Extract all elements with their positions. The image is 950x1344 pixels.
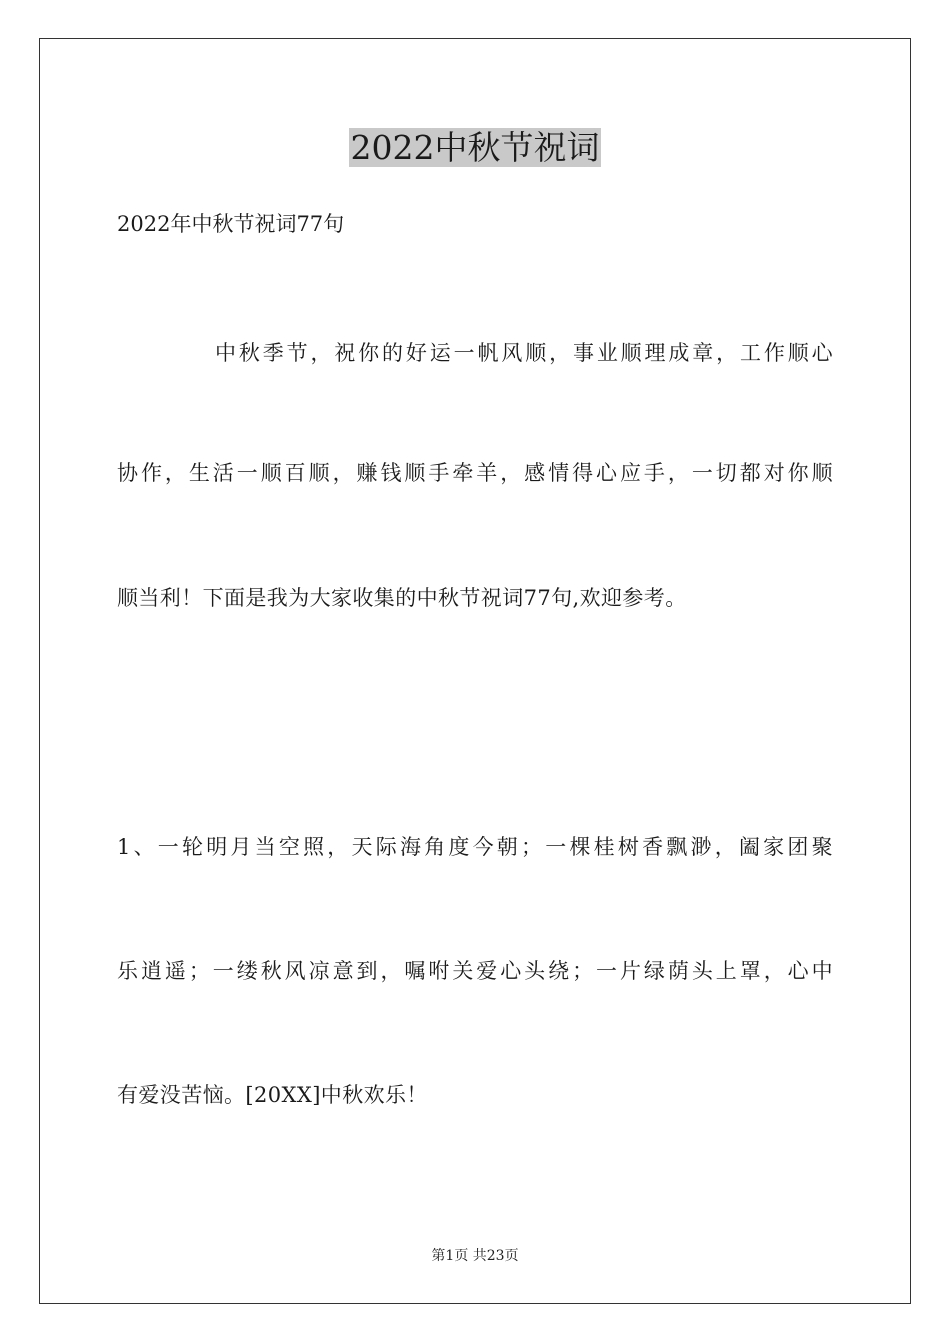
item1-line-1: 1、一轮明月当空照，天际海角度今朝；一棵桂树香飘渺，阖家团聚 [117, 835, 833, 859]
document-title [0, 126, 950, 170]
intro-line-3: 顺当利！下面是我为大家收集的中秋节祝词77句,欢迎参考。 [117, 586, 687, 610]
intro-line-2: 协作，生活一顺百顺，赚钱顺手牵羊，感情得心应手，一切都对你顺 [117, 461, 833, 485]
intro-line-1: 中秋季节，祝你的好运一帆风顺，事业顺理成章，工作顺心 [215, 341, 833, 365]
document-subtitle: 2022年中秋节祝词77句 [117, 212, 345, 236]
document-title-text: 2022中秋节祝词 [350, 128, 600, 167]
item1-line-2: 乐逍遥；一缕秋风凉意到，嘱咐关爱心头绕；一片绿荫头上罩，心中 [117, 959, 833, 983]
item1-line-3: 有爱没苦恼。[20XX]中秋欢乐！ [117, 1083, 428, 1107]
page-footer: 第1页 共23页 [431, 1248, 519, 1264]
